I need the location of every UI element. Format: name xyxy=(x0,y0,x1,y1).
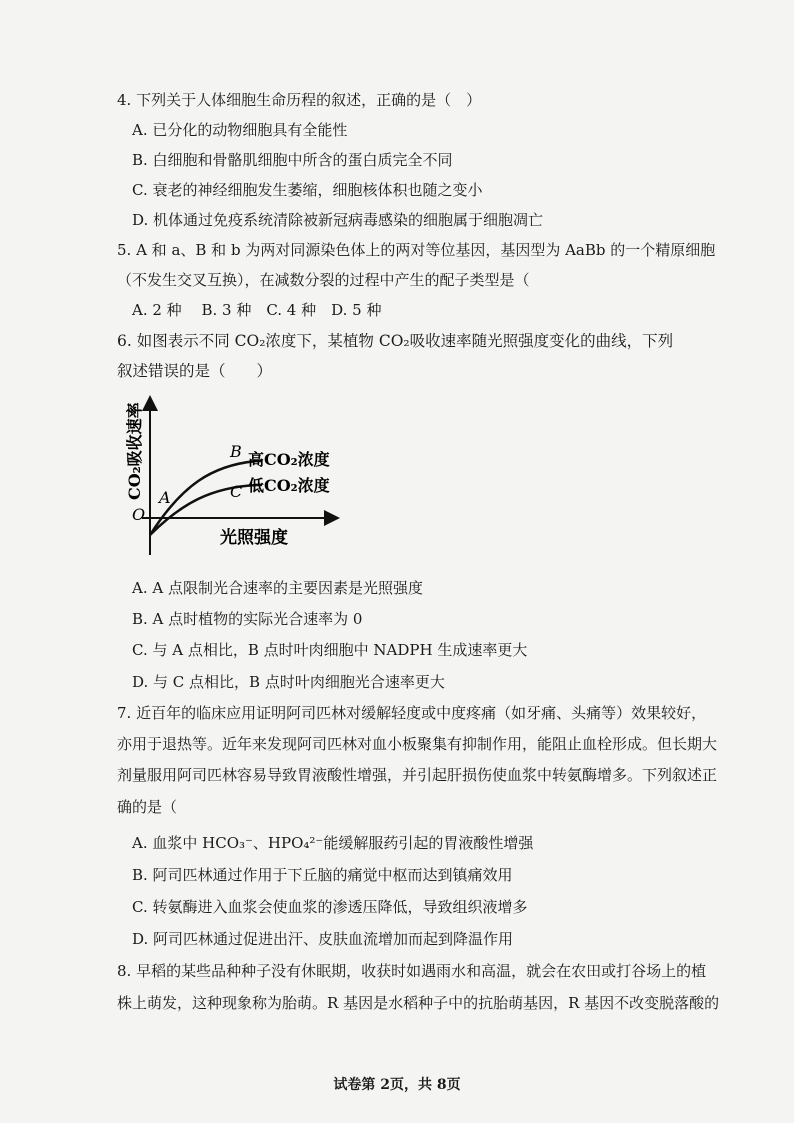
page-footer: 试卷第 2页，共 8页 xyxy=(333,1077,461,1093)
q7-option-d: D. 阿司匹林通过促进出汗、皮肤血流增加而起到降温作用 xyxy=(132,930,514,948)
q4-option-a: A. 已分化的动物细胞具有全能性 xyxy=(132,121,348,139)
q8-stem-line-2: 株上萌发，这种现象称为胎萌。R 基因是水稻种子中的抗胎萌基因，R 基因不改变脱落酸的 xyxy=(117,994,720,1012)
co2-light-graph xyxy=(112,385,372,575)
origin-label: O xyxy=(132,505,146,524)
q6-option-c: C. 与 A 点相比，B 点时叶肉细胞中 NADPH 生成速率更大 xyxy=(132,641,528,659)
q4-option-c: C. 衰老的神经细胞发生萎缩，细胞核体积也随之变小 xyxy=(132,181,483,199)
q5-stem-line-2: （不发生交叉互换），在减数分裂的过程中产生的配子类型是（ xyxy=(117,271,530,289)
q6-option-b: B. A 点时植物的实际光合速率为 0 xyxy=(132,610,363,628)
high-co2-label: 高CO₂浓度 xyxy=(248,450,330,469)
point-c-label: C xyxy=(230,482,243,501)
q6-stem-line-2: 叙述错误的是（ ） xyxy=(117,362,273,380)
q6-option-a: A. A 点限制光合速率的主要因素是光照强度 xyxy=(132,579,423,597)
low-co2-label: 低CO₂浓度 xyxy=(248,476,330,495)
q7-stem-line-4: 确的是（ xyxy=(117,798,178,816)
q7-stem-line-2: 亦用于退热等。近年来发现阿司匹林对血小板聚集有抑制作用，能阻止血栓形成。但长期大 xyxy=(117,735,718,753)
q4-option-d: D. 机体通过免疫系统清除被新冠病毒感染的细胞属于细胞凋亡 xyxy=(132,211,544,229)
q6-option-d: D. 与 C 点相比，B 点时叶肉细胞光合速率更大 xyxy=(132,673,445,691)
y-axis-label: CO₂吸收速率 xyxy=(125,402,144,500)
point-b-label: B xyxy=(230,442,242,461)
q7-option-b: B. 阿司匹林通过作用于下丘脑的痛觉中枢而达到镇痛效用 xyxy=(132,866,513,884)
x-axis-label: 光照强度 xyxy=(220,528,288,548)
q8-stem-line-1: 8. 早稻的某些品种种子没有休眠期，收获时如遇雨水和高温，就会在农田或打谷场上的植 xyxy=(117,962,707,980)
point-a-label: A xyxy=(159,488,171,507)
q5-stem-line-1: 5. A 和 a、B 和 b 为两对同源染色体上的两对等位基因，基因型为 AaBb 的一个精原细胞 xyxy=(117,241,716,259)
q7-stem-line-1: 7. 近百年的临床应用证明阿司匹林对缓解轻度或中度疼痛（如牙痛、头痛等）效果较好， xyxy=(117,704,707,722)
q5-options: A. 2 种 B. 3 种 C. 4 种 D. 5 种 xyxy=(132,301,382,319)
q7-stem-line-3: 剂量服用阿司匹林容易导致胃液酸性增强，并引起肝损伤使血浆中转氨酶增多。下列叙述正 xyxy=(117,766,718,784)
q4-option-b: B. 白细胞和骨骼肌细胞中所含的蛋白质完全不同 xyxy=(132,151,453,169)
q6-figure xyxy=(112,385,372,575)
q6-stem-line-1: 6. 如图表示不同 CO₂浓度下，某植物 CO₂吸收速率随光照强度变化的曲线，下列 xyxy=(117,332,674,350)
q7-option-a: A. 血浆中 HCO₃⁻、HPO₄²⁻能缓解服药引起的胃液酸性增强 xyxy=(132,834,534,852)
q7-option-c: C. 转氨酶进入血浆会使血浆的渗透压降低，导致组织液增多 xyxy=(132,898,528,916)
q4-stem: 4. 下列关于人体细胞生命历程的叙述，正确的是（ ） xyxy=(117,91,482,109)
